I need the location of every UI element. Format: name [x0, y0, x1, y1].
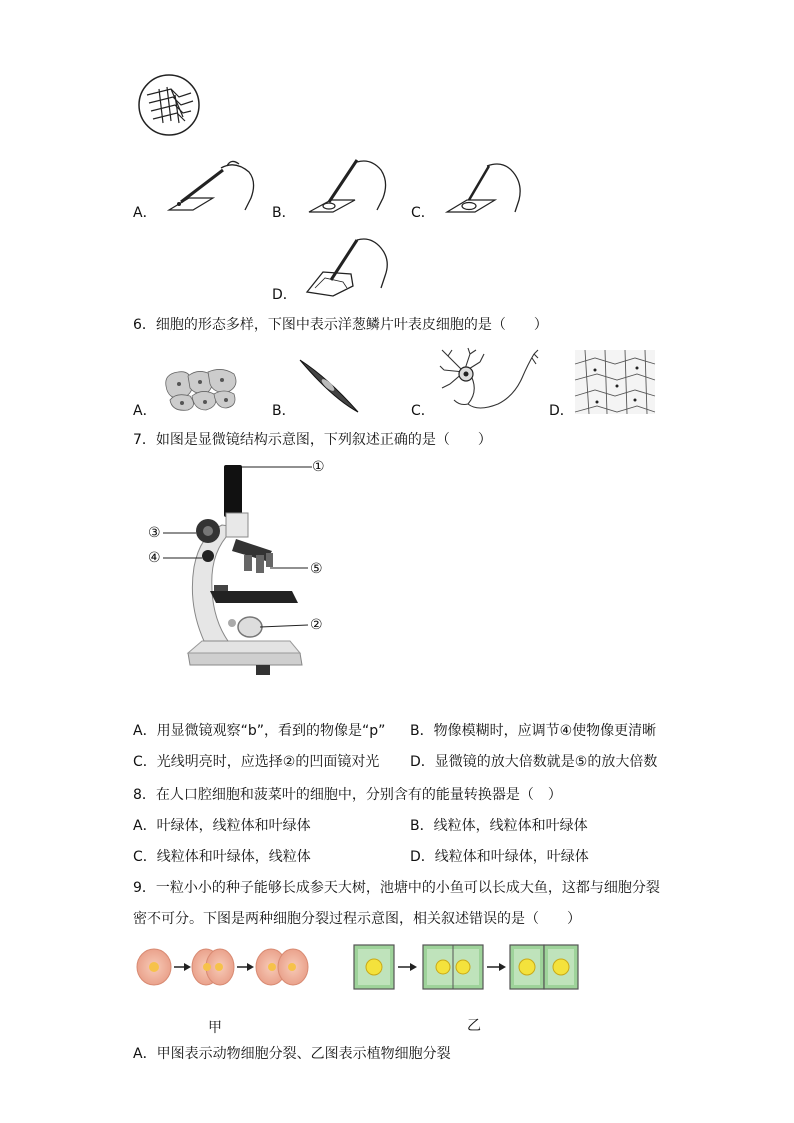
microscope-label-2: ②	[310, 617, 323, 633]
q6-option-c: C．	[411, 403, 435, 419]
question-9-stem-line1: 9．一粒小小的种子能够长成参天大树，池塘中的小鱼可以长成大鱼，这都与细胞分裂	[133, 880, 660, 896]
q5-option-c: C．	[411, 205, 435, 221]
q5-option-a: A．	[133, 205, 157, 221]
q5-option-b: B．	[272, 205, 296, 221]
dropper-slide-figure-c	[443, 160, 533, 216]
question-6-stem: 6．细胞的形态多样，下图中表示洋葱鳞片叶表皮细胞的是（ ）	[133, 317, 548, 333]
dropper-slide-figure-d	[303, 234, 395, 300]
microscope-label-4: ④	[148, 550, 161, 566]
muscle-cell-figure	[298, 358, 360, 414]
q9-option-a: A．甲图表示动物细胞分裂、乙图表示植物细胞分裂	[133, 1046, 451, 1062]
microscope-label-1: ①	[312, 459, 325, 475]
q8-option-a: A．叶绿体，线粒体和叶绿体	[133, 818, 311, 834]
q8-option-d: D．线粒体和叶绿体，叶绿体	[410, 849, 589, 865]
onion-epidermis-figure	[575, 350, 655, 414]
q7-option-a: A．用显微镜观察“b”，看到的物像是“p”	[133, 723, 386, 739]
q6-option-b: B．	[272, 403, 296, 419]
question-7-stem: 7．如图是显微镜结构示意图，下列叙述正确的是（ ）	[133, 432, 492, 448]
q8-option-b: B．线粒体，线粒体和叶绿体	[410, 818, 588, 834]
q7-option-d: D．显微镜的放大倍数就是⑤的放大倍数	[410, 754, 658, 770]
microscope-view-figure	[137, 73, 201, 137]
dropper-slide-figure-a	[165, 158, 260, 218]
microscope-label-5: ⑤	[310, 561, 323, 577]
q7-option-b: B．物像模糊时，应调节④使物像更清晰	[410, 723, 657, 739]
microscope-label-3: ③	[148, 525, 161, 541]
figure-caption-jia: 甲	[208, 1020, 222, 1036]
figure-caption-yi: 乙	[467, 1018, 481, 1034]
neuron-figure	[438, 348, 538, 414]
q6-option-a: A．	[133, 403, 157, 419]
q5-option-d: D．	[272, 287, 297, 303]
cheek-cells-figure	[162, 366, 240, 412]
dropper-slide-figure-b	[305, 154, 395, 216]
animal-cell-division-figure	[136, 945, 316, 989]
q6-option-d: D．	[549, 403, 574, 419]
q7-option-c: C．光线明亮时，应选择②的凹面镜对光	[133, 754, 380, 770]
q8-option-c: C．线粒体和叶绿体，线粒体	[133, 849, 311, 865]
plant-cell-division-figure	[352, 942, 587, 992]
question-8-stem: 8．在人口腔细胞和菠菜叶的细胞中，分别含有的能量转换器是（ ）	[133, 787, 562, 803]
question-9-stem-line2: 密不可分。下图是两种细胞分裂过程示意图，相关叙述错误的是（ ）	[133, 911, 581, 927]
